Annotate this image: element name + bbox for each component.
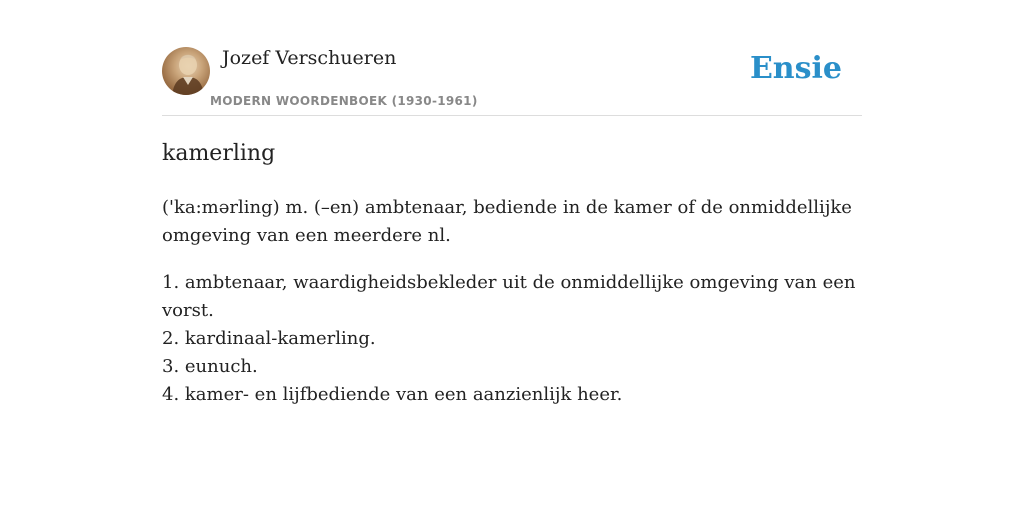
brand-logo[interactable]: Ensie [749,51,842,86]
entry-card [162,0,862,512]
headword: kamerling [162,141,276,166]
sense-item: 1. ambtenaar, waardigheidsbekleder uit de onmiddellijke omgeving van een vorst. [162,272,856,321]
author-avatar[interactable] [162,47,210,95]
sense-item: 2. kardinaal-kamerling. [162,328,376,349]
sense-item: 3. eunuch. [162,356,258,377]
portrait-icon [162,47,210,95]
entry-header [162,0,862,116]
definition-text: ('ka:mərling) m. (–en) ambtenaar, bediende in de kamer of de onmiddellijke omgeving van een meerdere nl. [162,197,852,246]
sense-item: 4. kamer- en lijfbediende van een aanzienlijk heer. [162,384,623,405]
author-name[interactable]: Jozef Verschueren [222,47,397,69]
source-label[interactable]: MODERN WOORDENBOEK (1930-1961) [210,94,478,108]
sense-list [162,269,862,409]
entry-body [162,116,862,409]
